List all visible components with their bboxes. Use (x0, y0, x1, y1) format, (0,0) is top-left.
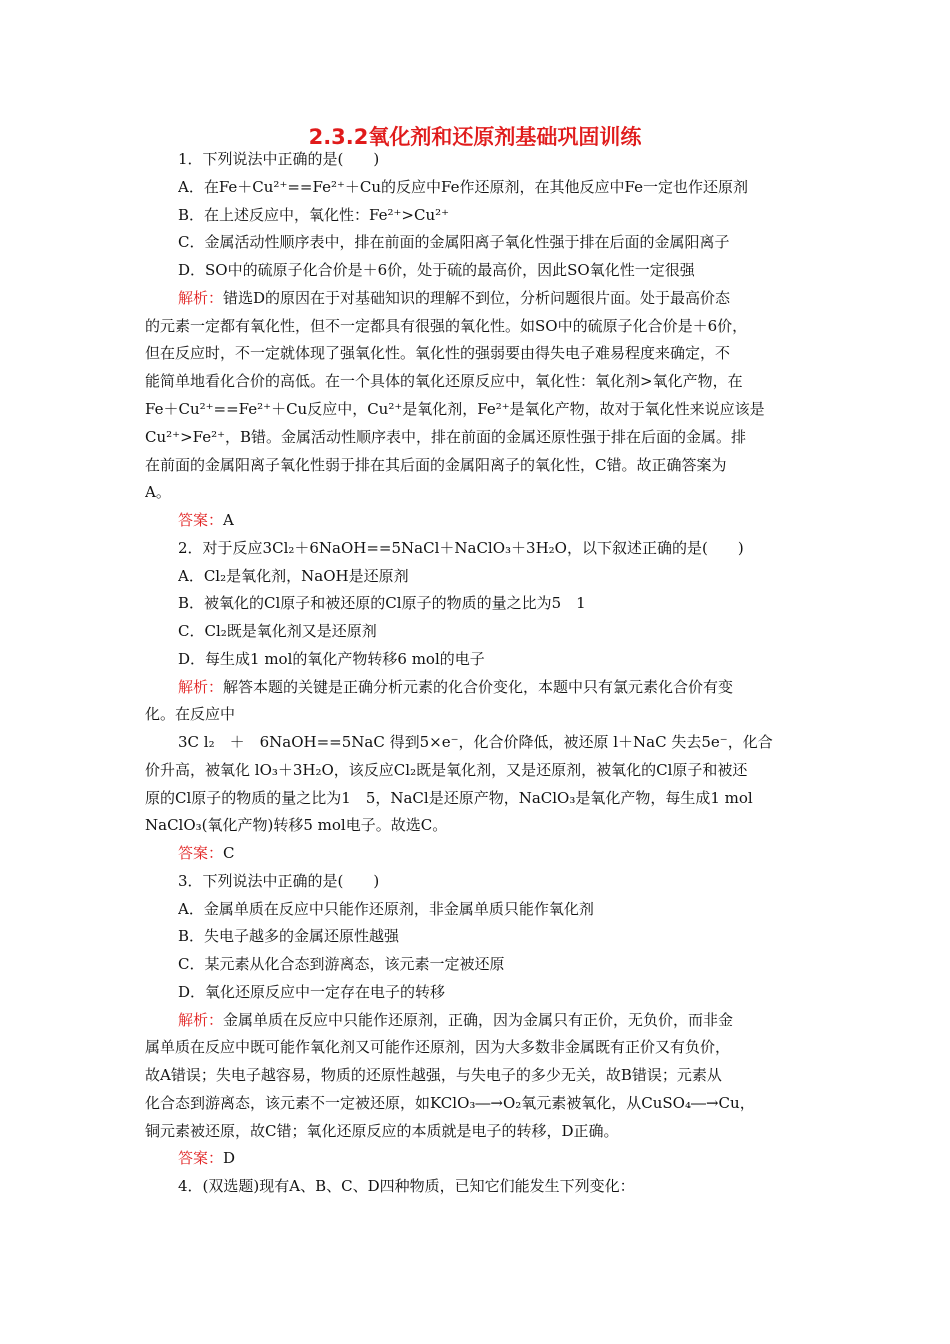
analysis-1-line: Fe＋Cu²⁺==Fe²⁺＋Cu反应中，Cu²⁺是氧化剂，Fe²⁺是氧化产物，故对于氧化性来说应该是 (145, 400, 765, 418)
answer-1 (178, 510, 810, 530)
option-2a: A．Cl₂是氧化剂，NaOH是还原剂 (178, 567, 409, 585)
option-2d: D．每生成1 mol的氧化产物转移6 mol的电子 (178, 650, 485, 668)
analysis-text: 金属单质在反应中只能作还原剂，正确，因为金属只有正价，无负价，而非金 (223, 1011, 734, 1029)
option-3b: B．失电子越多的金属还原性越强 (178, 927, 400, 945)
page-title: 2.3.2氧化剂和还原剂基础巩固训练 (308, 125, 642, 149)
option-2b: B．被氧化的Cl原子和被还原的Cl原子的物质的量之比为5 1 (178, 594, 586, 612)
analysis-2-line: 原的Cl原子的物质的量之比为1 5，NaCl是还原产物，NaClO₃是氧化产物，每生成1 mol (145, 789, 753, 807)
question-1: 1．下列说法中正确的是( ) (178, 150, 380, 168)
option-3d: D．氧化还原反应中一定存在电子的转移 (178, 983, 446, 1001)
question-3: 3．下列说法中正确的是( ) (178, 872, 380, 890)
analysis-2-line: 化。在反应中 (145, 705, 236, 723)
analysis-3-line (178, 1010, 810, 1030)
answer-value: D (223, 1149, 236, 1167)
option-1c: C．金属活动性顺序表中，排在前面的金属阳离子氧化性强于排在后面的金属阳离子 (178, 233, 730, 251)
analysis-label: 解析： (178, 678, 224, 696)
analysis-3-line: 铜元素被还原，故C错；氧化还原反应的本质就是电子的转移，D正确。 (145, 1122, 619, 1140)
analysis-1-line: 在前面的金属阳离子氧化性弱于排在其后面的金属阳离子的氧化性，C错。故正确答案为 (145, 456, 727, 474)
analysis-1-line: 但在反应时，不一定就体现了强氧化性。氧化性的强弱要由得失电子难易程度来确定，不 (145, 344, 731, 362)
answer-value: C (223, 844, 235, 862)
option-2c: C．Cl₂既是氧化剂又是还原剂 (178, 622, 377, 640)
analysis-label: 解析： (178, 1011, 224, 1029)
analysis-3-line: 化合态到游离态，该元素不一定被还原，如KClO₃―→O₂氧元素被氧化，从CuSO₄―→Cu， (145, 1094, 755, 1112)
analysis-1-line: A。 (145, 483, 171, 501)
answer-label: 答案： (178, 844, 224, 862)
analysis-text: 错选D的原因在于对基础知识的理解不到位，分析问题很片面。处于最高价态 (223, 289, 731, 307)
analysis-label: 解析： (178, 289, 224, 307)
answer-label: 答案： (178, 511, 224, 529)
analysis-2-line: 3C l₂ ＋ 6NaOH==5NaC 得到5×e⁻，化合价降低，被还原 l＋NaC 失去5e⁻，化合 (178, 733, 773, 751)
option-3a: A．金属单质在反应中只能作还原剂，非金属单质只能作氧化剂 (178, 900, 594, 918)
question-4: 4．(双选题)现有A、B、C、D四种物质，已知它们能发生下列变化： (178, 1177, 635, 1195)
analysis-1-line (178, 288, 810, 308)
analysis-text: 解答本题的关键是正确分析元素的化合价变化，本题中只有氯元素化合价有变 (223, 678, 734, 696)
answer-label: 答案： (178, 1149, 224, 1167)
option-3c: C．某元素从化合态到游离态，该元素一定被还原 (178, 955, 505, 973)
answer-value: A (223, 511, 234, 529)
analysis-2-line (178, 677, 810, 697)
analysis-2-line: NaClO₃(氧化产物)转移5 mol电子。故选C。 (145, 816, 448, 834)
option-1a: A．在Fe＋Cu²⁺==Fe²⁺＋Cu的反应中Fe作还原剂，在其他反应中Fe一定也作还原剂 (178, 178, 748, 196)
analysis-1-line: 能简单地看化合价的高低。在一个具体的氧化还原反应中，氧化性：氧化剂>氧化产物，在 (145, 372, 743, 390)
option-1b: B．在上述反应中，氧化性：Fe²⁺>Cu²⁺ (178, 206, 450, 224)
analysis-2-line: 价升高，被氧化 lO₃＋3H₂O，该反应Cl₂既是氧化剂，又是还原剂，被氧化的Cl原子和被还 (145, 761, 748, 779)
answer-3 (178, 1148, 810, 1168)
option-1d: D．SO中的硫原子化合价是＋6价，处于硫的最高价，因此SO氧化性一定很强 (178, 261, 695, 279)
answer-2 (178, 843, 810, 863)
analysis-1-line: Cu²⁺>Fe²⁺，B错。金属活动性顺序表中，排在前面的金属还原性强于排在后面的金属。排 (145, 428, 747, 446)
question-2: 2．对于反应3Cl₂＋6NaOH==5NaCl＋NaClO₃＋3H₂O，以下叙述正确的是( ) (178, 539, 744, 557)
analysis-3-line: 故A错误；失电子越容易，物质的还原性越强，与失电子的多少无关，故B错误；元素从 (145, 1066, 722, 1084)
analysis-3-line: 属单质在反应中既可能作氧化剂又可能作还原剂，因为大多数非金属既有正价又有负价， (145, 1038, 731, 1056)
analysis-1-line: 的元素一定都有氧化性，但不一定都具有很强的氧化性。如SO中的硫原子化合价是＋6价， (145, 317, 748, 335)
